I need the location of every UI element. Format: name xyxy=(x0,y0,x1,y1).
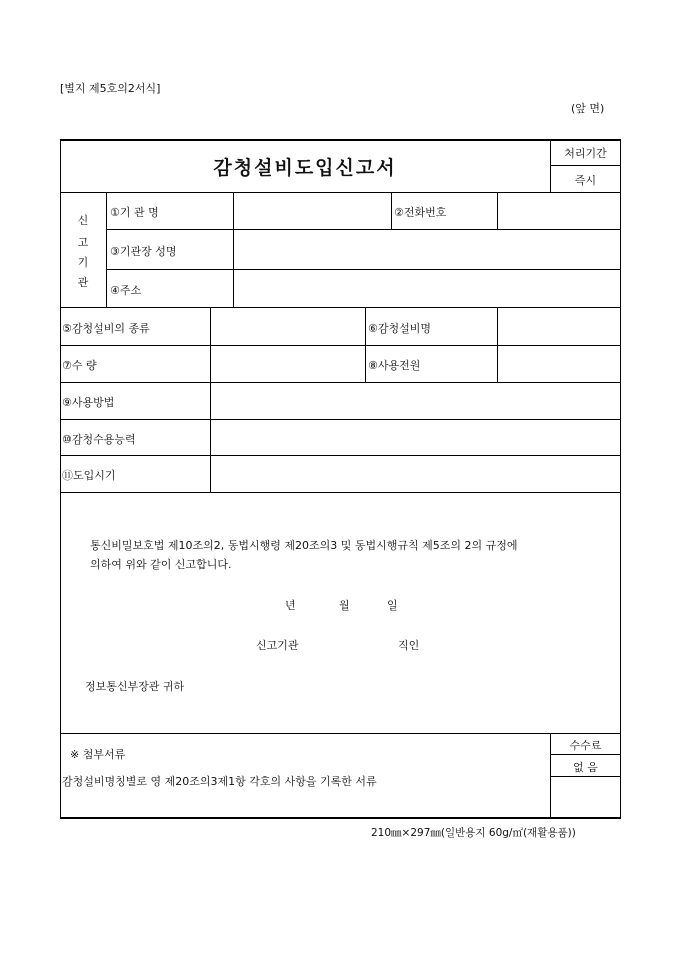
address-input[interactable] xyxy=(236,272,617,305)
org-name-label: ①기 관 명 xyxy=(110,206,159,219)
attachments-label: ※ 첨부서류 xyxy=(70,748,126,761)
phone-input[interactable] xyxy=(500,195,617,227)
fee-label: 수수료 xyxy=(569,739,602,752)
power-source-input[interactable] xyxy=(500,348,617,380)
phone-label: ②전화번호 xyxy=(394,206,447,219)
quantity-input[interactable] xyxy=(213,348,363,380)
reporter-label-char: 기 xyxy=(77,256,89,269)
usage-method-label: ⑨사용방법 xyxy=(62,396,115,409)
date-day-label: 일 xyxy=(387,599,398,612)
attachments-text: 감청설비명칭별로 영 제20조의3제1항 각호의 사항을 기록한 서류 xyxy=(62,775,377,788)
equipment-type-input[interactable] xyxy=(213,310,363,343)
seal-label: 직인 xyxy=(398,639,420,652)
reporter-signature-label: 신고기관 xyxy=(256,639,299,652)
processing-period-value: 즉시 xyxy=(574,174,597,187)
date-year-label: 년 xyxy=(285,599,296,612)
quantity-label: ⑦수 량 xyxy=(62,359,97,372)
org-name-input[interactable] xyxy=(236,195,388,227)
declaration-line-2: 의하여 위와 같이 신고합니다. xyxy=(90,558,232,571)
usage-method-input[interactable] xyxy=(213,385,617,417)
equipment-type-label: ⑤감청설비의 종류 xyxy=(62,322,150,335)
reporter-label-char: 신 xyxy=(77,214,89,227)
processing-period-label: 처리기간 xyxy=(564,147,607,160)
head-name-input[interactable] xyxy=(236,232,617,267)
equipment-name-input[interactable] xyxy=(500,310,617,343)
page-side-label: (앞 면) xyxy=(571,102,605,115)
declaration-line-1: 통신비밀보호법 제10조의2, 동법시행령 제20조의3 및 동법시행규칙 제5조의 2의 규정에 xyxy=(90,539,518,552)
fee-value: 없 음 xyxy=(573,761,598,774)
form-reference: [별지 제5호의2서식] xyxy=(60,82,161,95)
reporter-label-char: 관 xyxy=(77,276,89,289)
equipment-name-label: ⑥감청설비명 xyxy=(368,322,431,335)
head-name-label: ③기관장 성명 xyxy=(110,245,177,258)
paper-spec: 210㎜×297㎜(일반용지 60g/㎡(재활용품)) xyxy=(371,827,576,839)
capacity-input[interactable] xyxy=(213,422,617,453)
intro-time-input[interactable] xyxy=(213,458,617,490)
date-month-label: 월 xyxy=(339,599,350,612)
form-title: 감청설비도입신고서 xyxy=(213,157,397,179)
capacity-label: ⑩감청수용능력 xyxy=(62,433,136,446)
reporter-label-char: 고 xyxy=(77,236,89,249)
power-source-label: ⑧사용전원 xyxy=(368,359,421,372)
intro-time-label: ⑪도입시기 xyxy=(62,469,116,482)
recipient-label: 정보통신부장관 귀하 xyxy=(85,680,185,693)
address-label: ④주소 xyxy=(110,284,142,297)
